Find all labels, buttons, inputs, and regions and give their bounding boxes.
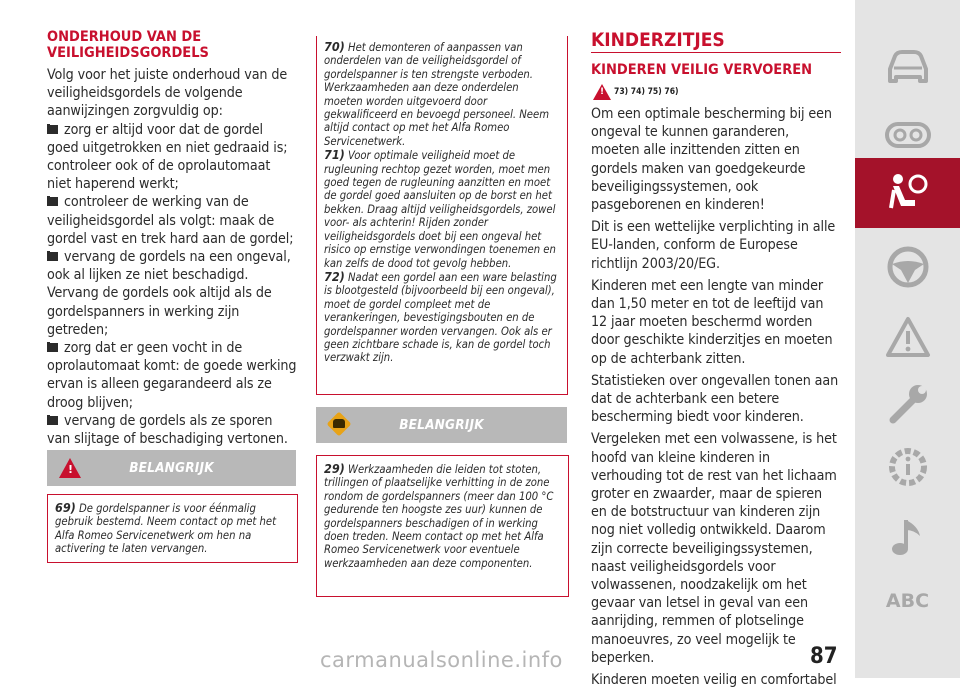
sidebar-item-index[interactable] bbox=[855, 566, 960, 636]
note-number: 69) bbox=[55, 500, 76, 515]
title-rule bbox=[591, 52, 841, 53]
sidebar-item-maintenance[interactable] bbox=[855, 368, 960, 438]
note-text: De gordelspanner is voor éénmalig gebruik bestemd. Neem contact op met het Alfa Romeo Servicenetwerk om hen na activering te laten vervangen. bbox=[55, 502, 277, 556]
note-70: 70) Het demonteren of aanpassen van onderdelen van de veiligheidsgordel of gordelspanner is ten strengste verboden. Werkzaamheden aan deze onderdelen moeten worden uitgevoerd door gekwalificeerd en bevoegd personeel. Neem altijd contact op met het Alfa Romeo Servicenetwerk. bbox=[324, 39, 549, 148]
dashboard-icon bbox=[884, 117, 932, 153]
left-column bbox=[47, 0, 297, 448]
note-box-29 bbox=[316, 455, 569, 597]
note-box-70-72 bbox=[316, 36, 568, 395]
sidebar-item-emergency[interactable] bbox=[855, 302, 960, 372]
sidebar-item-technical-data[interactable] bbox=[855, 432, 960, 502]
note-box-69 bbox=[47, 494, 298, 563]
checkbox-bullet-icon bbox=[47, 342, 58, 352]
page-title: KINDERZITJES bbox=[591, 29, 725, 51]
important-bar-left: ! BELANGRIJK bbox=[47, 450, 296, 486]
car-icon bbox=[884, 47, 932, 87]
section-heading: ONDERHOUD VAN DE VEILIGHEIDSGORDELS bbox=[47, 29, 209, 61]
info-gear-icon bbox=[884, 443, 932, 491]
bullet-item: zorg er altijd voor dat de gordel goed uitgetrokken en niet gedraaid is; controleer ook of de oprolautomaat niet haperend werkt; bbox=[47, 121, 288, 193]
checkbox-bullet-icon bbox=[47, 415, 58, 425]
right-body: Om een optimale bescherming bij een ongeval te kunnen garanderen, moeten alle inzittenden zitten en gordels maken van goedgekeurde beveiligingssystemen, ook pasgeborenen en kinderen! Dit is een wettelijke verplichting in alle EU-landen, conform de Europese richtlijn 2003/20/EG. Kinderen met een lengte van minder dan 1,50 meter en tot de leeftijd van 12 jaar moeten beschermd worden door geschikte kinderzitjes en moeten op de achterbank zitten. Statistieken over ongevallen tonen aan dat de achterbank een betere bescherming biedt voor kinderen. Vergeleken met een volwassene, is het hoofd van kleine kinderen in verhouding tot de rest van het lichaam groter en zwaarder, maar de spieren en de botstructuur van kinderen zijn nog niet volledig ontwikkeld. Daarom zijn correcte beveiligingssystemen, naast veiligheidsgordels voor volwassenen, noodzakelijk om het gevaar van letsel in geval van een aanrijding, remmen of plotselinge manoeuvres, zo veel mogelijk te beperken. Kinderen moeten veilig en comfortabel bbox=[591, 106, 839, 689]
bullet-item: vervang de gordels als ze sporen van slijtage of beschadiging vertonen. bbox=[47, 412, 288, 448]
watermark: carmanualsonline.info bbox=[320, 648, 563, 672]
refs-line: ! 73) 74) 75) 76) bbox=[591, 84, 841, 104]
warning-icon: ! bbox=[593, 84, 611, 100]
sidebar-item-safety[interactable] bbox=[855, 158, 960, 228]
checkbox-bullet-icon bbox=[47, 124, 58, 134]
chapter-sidebar bbox=[855, 0, 960, 678]
bullet-item: zorg dat er geen vocht in de oprolautomaat komt: de goede werking ervan is alleen gegarandeerd als ze droog blijven; bbox=[47, 340, 297, 411]
page-number: 87 bbox=[810, 644, 838, 669]
note-71: 71) Voor optimale veiligheid moet de rugleuning rechtop gezet worden, moet men goed tegen de rugleuning aanzitten en moet de gordel goed aansluiten op de borst en het bekken. Draag altijd veiligheidsgordels, zowel voor- als achterin! Rijden zonder veiligheidsgordels doet bij een ongeval het risico op ernstige verwondingen toenemen en kan zelfs de dood tot gevolg hebben. bbox=[324, 147, 556, 270]
bullet-item: controleer de werking van de veiligheidsgordel als volgt: maak de gordel vast en trek hard aan de gordel; bbox=[47, 194, 294, 247]
checkbox-bullet-icon bbox=[47, 251, 58, 261]
music-note-icon bbox=[888, 514, 928, 560]
warning-icon: ! bbox=[59, 458, 81, 478]
warning-icon bbox=[884, 315, 932, 359]
abc-label: ABC bbox=[885, 590, 930, 612]
note-number: 29) bbox=[324, 461, 345, 476]
bullet-item: vervang de gordels na een ongeval, ook al lijken ze niet beschadigd. Vervang de gordels ook altijd als de gordelspanners in werking zijn getreden; bbox=[47, 249, 291, 338]
checkbox-bullet-icon bbox=[47, 196, 58, 206]
steering-wheel-icon bbox=[885, 244, 931, 290]
sidebar-item-multimedia[interactable] bbox=[855, 502, 960, 572]
important-bar-middle: BELANGRIJK bbox=[316, 407, 567, 443]
note-text: Werkzaamheden die leiden tot stoten, trillingen of plaatselijke verhitting in de zone rondom de gordelspanners (meer dan 100 °C gedurende ten hoogste zes uur) kunnen de gordelspanners beschadigen of in werking doen treden. Neem contact op met het Alfa Romeo Servicenetwerk voor eventuele werkzaamheden aan deze componenten. bbox=[324, 463, 554, 570]
note-72: 72) Nadat een gordel aan een ware belasting is blootgesteld (bijvoorbeeld bij een ongeval), moet de gordel compleet met de verankeringen, bevestigingsbouten en de gordelspanner worden vervangen. Ook als er geen zichtbare schade is, kan de gordel toch verzwakt zijn. bbox=[324, 268, 557, 365]
sidebar-item-driving[interactable] bbox=[855, 232, 960, 302]
subheading: KINDEREN VEILIG VERVOEREN bbox=[591, 62, 813, 78]
sidebar-item-car[interactable] bbox=[855, 32, 960, 102]
right-column bbox=[591, 0, 841, 689]
left-body bbox=[47, 66, 297, 448]
intro-text: Volg voor het juiste onderhoud van de veiligheidsgordels de volgende aanwijzingen zorgvuldig op: bbox=[47, 67, 288, 120]
wrench-icon bbox=[885, 380, 931, 426]
airbag-seat-icon bbox=[885, 170, 931, 216]
